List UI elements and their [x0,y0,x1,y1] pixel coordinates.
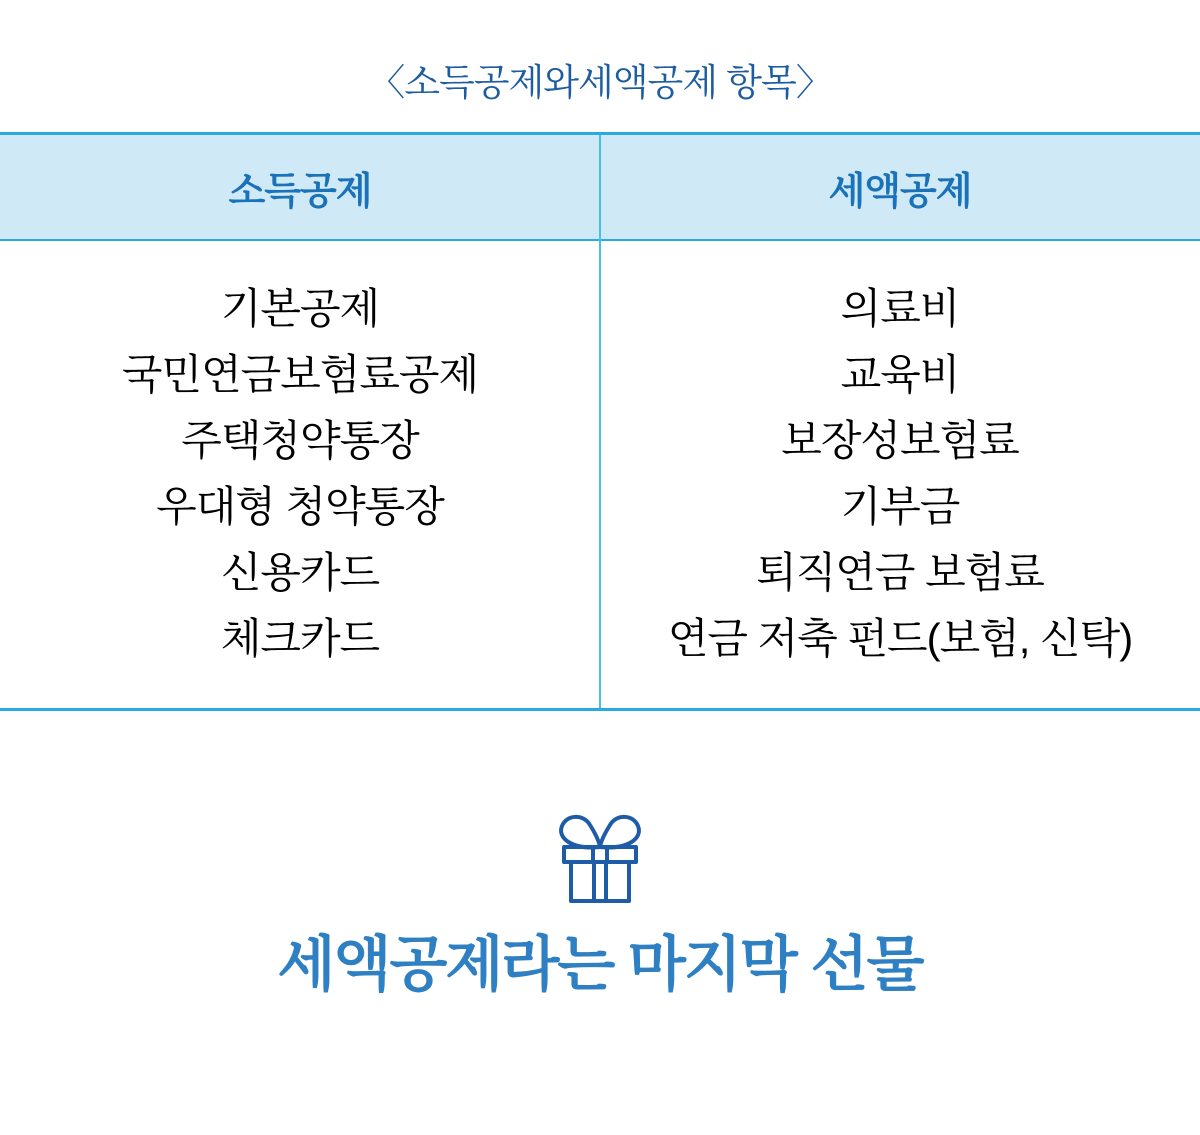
list-item: 의료비 [840,285,960,332]
list-item: 보장성보험료 [781,417,1019,464]
list-item: 기본공제 [220,285,380,332]
list-item: 우대형 청약통장 [156,483,444,530]
list-item: 퇴직연금 보험료 [756,549,1044,596]
income-deduction-list [0,276,600,672]
footer-headline: 세액공제라는 마지막 선물 [277,931,923,998]
gift-icon [0,809,1200,905]
list-item: 신용카드 [220,549,380,596]
list-item: 기부금 [840,483,960,530]
column-divider [599,135,601,708]
list-item: 국민연금보험료공제 [121,351,479,398]
list-item: 연금 저축 펀드(보험, 신탁) [667,615,1133,662]
list-item: 주택청약통장 [181,417,419,464]
column-header-tax-credit: 세액공제 [828,170,972,213]
tax-credit-list [600,276,1200,672]
income-deduction-items [0,241,600,708]
list-item: 교육비 [840,351,960,398]
page-title: 〈소득공제와세액공제 항목〉 [368,62,832,103]
tax-credit-items [600,241,1200,708]
column-header-income-deduction: 소득공제 [228,170,372,213]
footer [0,809,1200,1003]
list-item: 체크카드 [220,615,380,662]
deduction-comparison-table [0,132,1200,711]
